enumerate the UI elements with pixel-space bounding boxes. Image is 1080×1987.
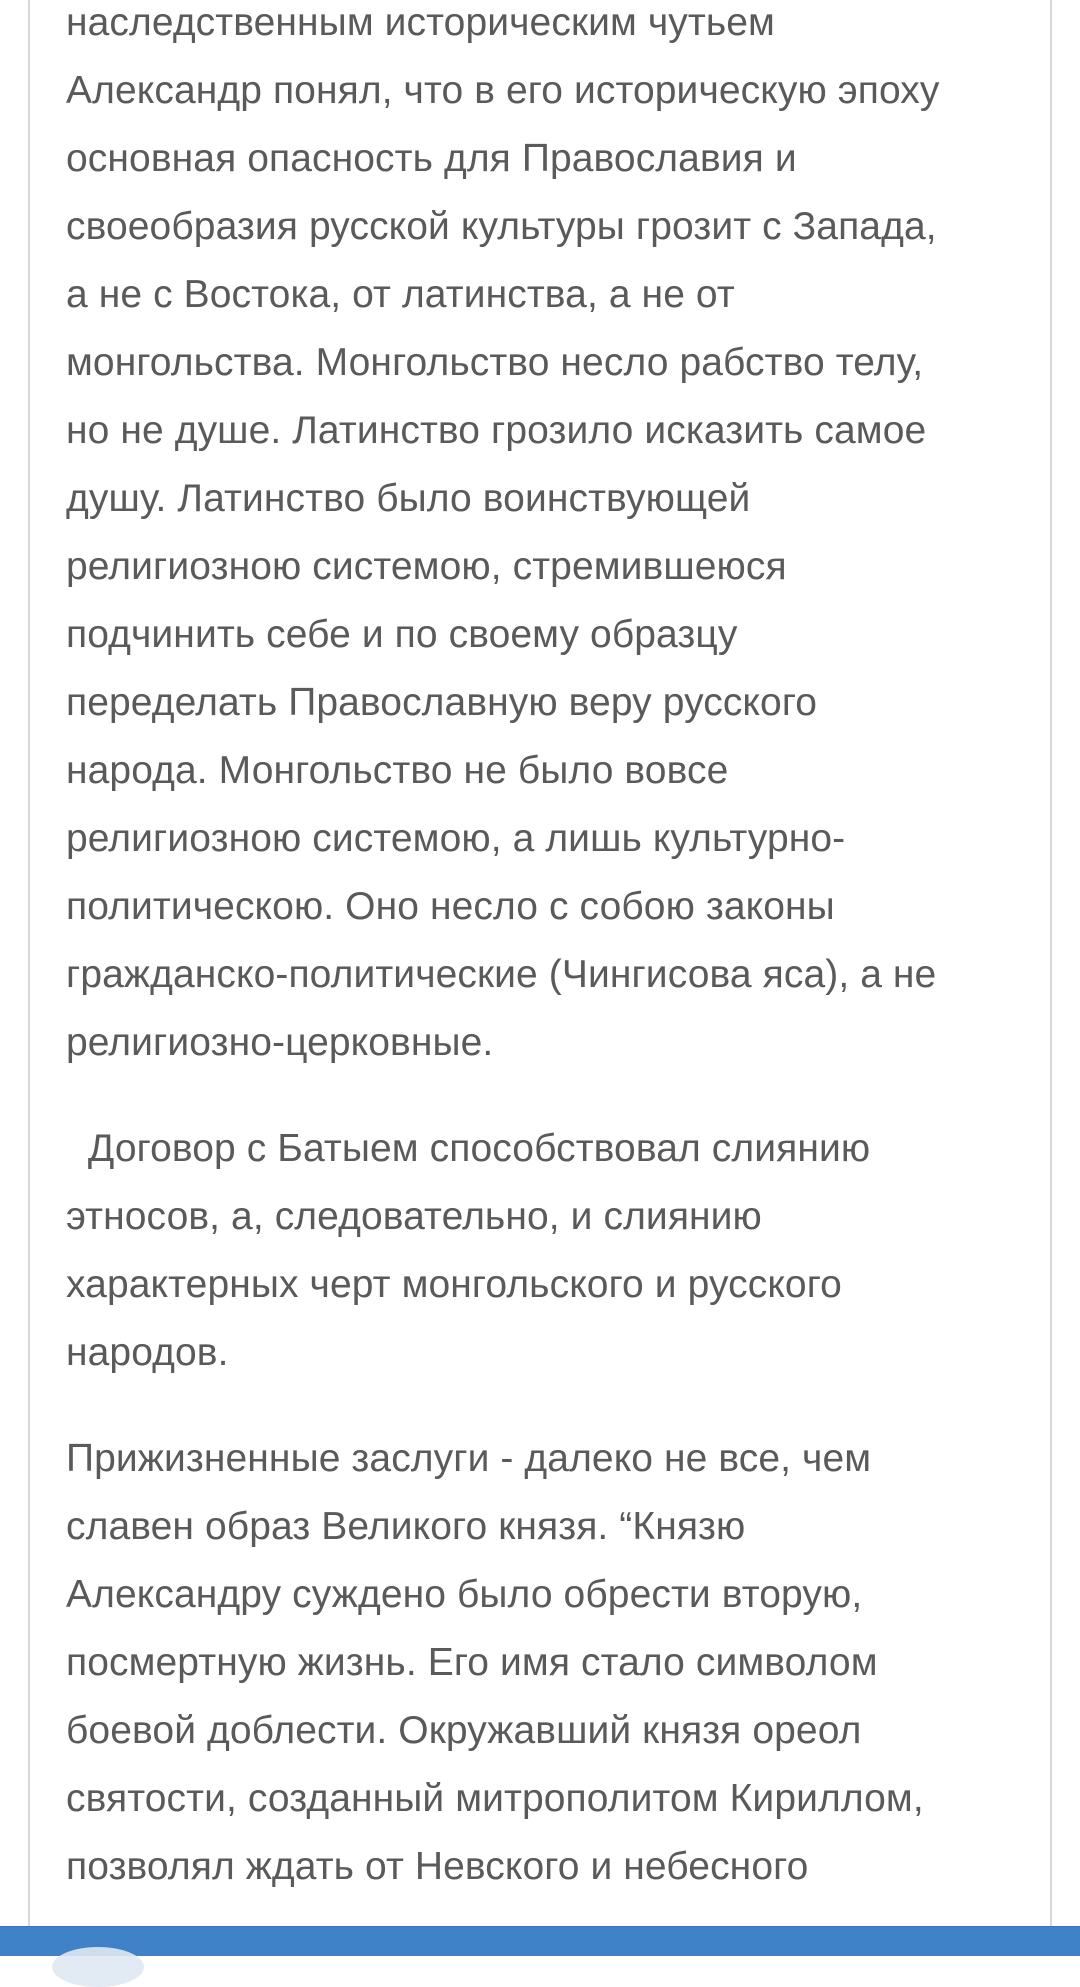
bottom-bar-avatar-handle[interactable] (52, 1947, 144, 1987)
text-line: характерных черт монгольского и русского (66, 1263, 842, 1306)
text-line: этносов, а, следовательно, и слиянию (66, 1195, 762, 1238)
text-line: своеобразия русской культуры грозит с Запада, (66, 205, 937, 248)
text-line: религиозною системою, а лишь культурно- (66, 817, 846, 860)
text-line: основная опасность для Православия и (66, 137, 797, 180)
paragraph-2 (66, 1115, 1026, 1387)
text-line: посмертную жизнь. Его имя стало символом (66, 1641, 878, 1684)
text-line: боевой доблести. Окружавший князя ореол (66, 1709, 862, 1752)
text-line: религиозно-церковные. (66, 1021, 494, 1064)
paragraph-3 (66, 1425, 1026, 1901)
text-line: позволял ждать от Невского и небесного (66, 1845, 809, 1888)
text-line: гражданско-политические (Чингисова яса), а не (66, 953, 937, 996)
text-line: святости, созданный митрополитом Кириллом, (66, 1777, 924, 1820)
paragraph-1 (66, 0, 1026, 1077)
text-line: а не с Востока, от латинства, а не от (66, 273, 735, 316)
text-line: подчинить себе и по своему образцу (66, 613, 738, 656)
text-line: Договор с Батыем способствовал слиянию (66, 1127, 871, 1170)
text-line: Прижизненные заслуги - далеко не все, чем (66, 1437, 872, 1480)
text-line: политическою. Оно несло с собою законы (66, 885, 835, 928)
paragraph-spacer (66, 1077, 1026, 1115)
text-line: славен образ Великого князя. “Князю (66, 1505, 746, 1548)
bottom-action-bar[interactable] (0, 1926, 1080, 1956)
paragraph-spacer (66, 1387, 1026, 1425)
text-line: но не душе. Латинство грозило исказить самое (66, 409, 927, 452)
text-line: переделать Православную веру русского (66, 681, 818, 724)
text-line: Александру суждено было обрести вторую, (66, 1573, 863, 1616)
text-line: народов. (66, 1331, 229, 1374)
text-line: наследственным историческим чутьем (66, 1, 775, 44)
text-line: монгольства. Монгольство несло рабство телу, (66, 341, 924, 384)
text-line: Александр понял, что в его историческую эпоху (66, 69, 940, 112)
article-body (66, 0, 1026, 1901)
text-line: народа. Монгольство не было вовсе (66, 749, 729, 792)
text-line: душу. Латинство было воинствующей (66, 477, 751, 520)
text-line: религиозною системою, стремившеюся (66, 545, 787, 588)
